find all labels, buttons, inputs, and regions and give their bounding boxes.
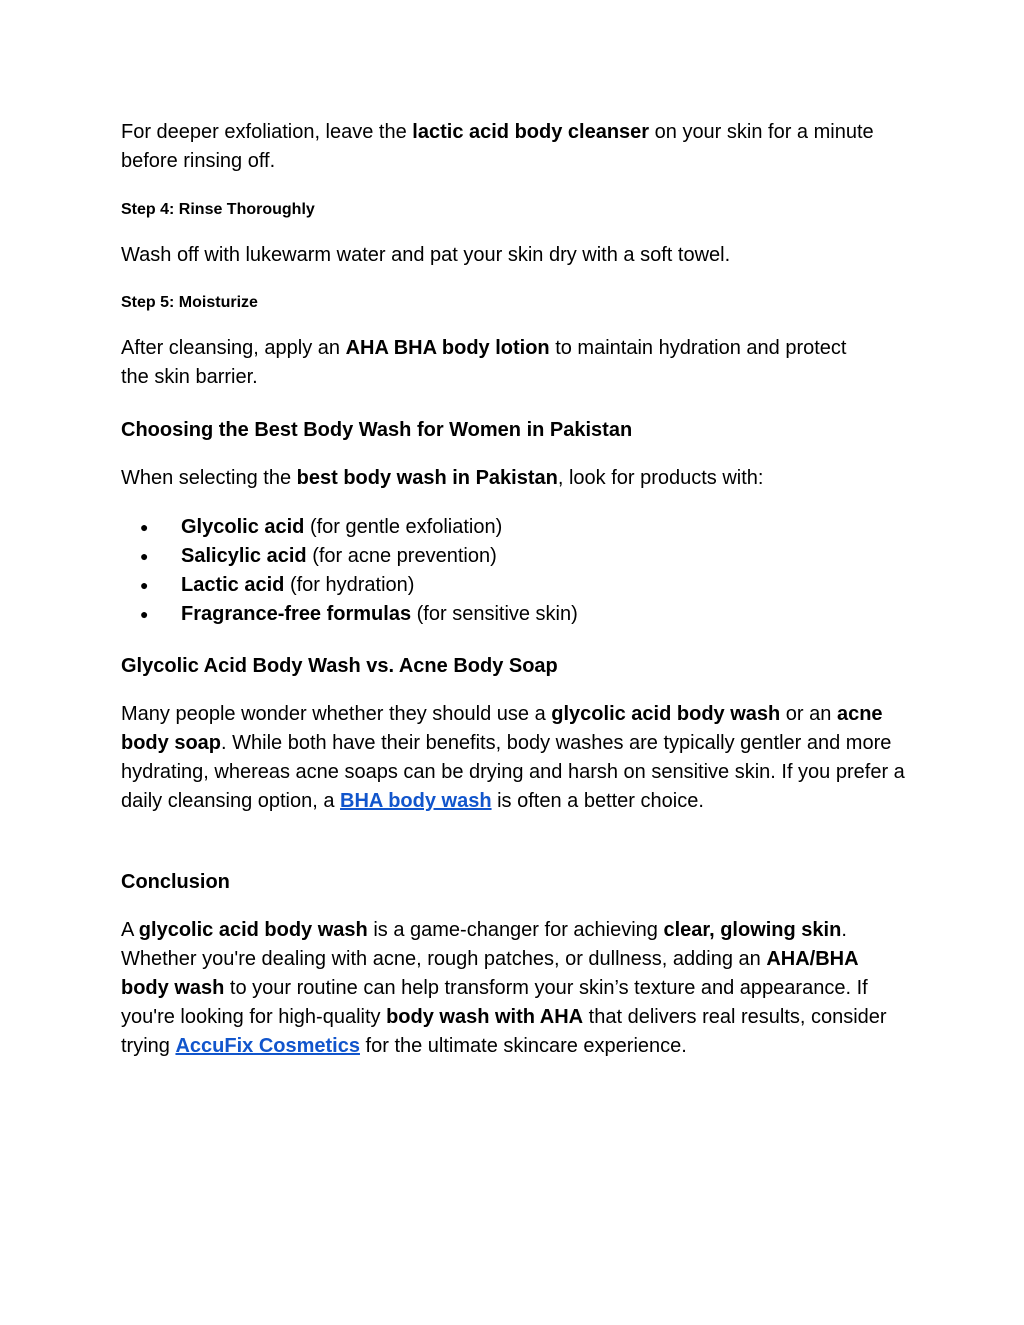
accufix-cosmetics-link[interactable]: AccuFix Cosmetics bbox=[175, 1035, 360, 1057]
bha-body-wash-link[interactable]: BHA body wash bbox=[340, 790, 492, 812]
list-item: ● Lactic acid (for hydration) bbox=[181, 571, 906, 600]
intro-bold: lactic acid body cleanser bbox=[412, 121, 650, 143]
bullet-icon: ● bbox=[140, 577, 149, 593]
list-item: ● Glycolic acid (for gentle exfoliation) bbox=[181, 513, 906, 542]
step4-heading: Step 4: Rinse Thoroughly bbox=[121, 201, 315, 218]
bullet-icon: ● bbox=[140, 606, 149, 622]
bullet-icon: ● bbox=[140, 519, 149, 535]
list-item: ● Salicylic acid (for acne prevention) bbox=[181, 542, 906, 571]
conclusion-paragraph: A glycolic acid body wash is a game-changer for achieving clear, glowing skin. Whether you're dealing with acne, rough patches, or dullness, adding an AHA/BHA body wash to your routine can help transform your skin’s texture and appearance. If you're looking for high-quality body wash with AHA that delivers real results, consider trying AccuFix Cosmetics for the ultimate skincare experience. bbox=[121, 919, 887, 1057]
ingredient-list bbox=[121, 513, 906, 629]
conclusion-heading: Conclusion bbox=[121, 871, 230, 893]
choosing-heading: Choosing the Best Body Wash for Women in Pakistan bbox=[121, 419, 633, 441]
versus-heading: Glycolic Acid Body Wash vs. Acne Body Soap bbox=[121, 655, 558, 677]
choosing-bold: best body wash in Pakistan bbox=[296, 467, 558, 489]
list-item: ● Fragrance-free formulas (for sensitive skin) bbox=[181, 600, 906, 629]
choosing-paragraph: When selecting the best body wash in Pakistan, look for products with: bbox=[121, 467, 764, 489]
bullet-icon: ● bbox=[140, 548, 149, 564]
step5-paragraph: After cleansing, apply an AHA BHA body lotion to maintain hydration and protect the skin barrier. bbox=[121, 337, 847, 388]
step5-heading: Step 5: Moisturize bbox=[121, 294, 258, 311]
intro-paragraph: For deeper exfoliation, leave the lactic acid body cleanser on your skin for a minute before rinsing off. bbox=[121, 121, 874, 172]
versus-paragraph: Many people wonder whether they should use a glycolic acid body wash or an acne body soap. While both have their benefits, body washes are typically gentler and more hydrating, whereas acne soaps can be drying and harsh on sensitive skin. If you prefer a daily cleansing option, a BHA body wash is often a better choice. bbox=[121, 703, 905, 812]
step4-paragraph: Wash off with lukewarm water and pat your skin dry with a soft towel. bbox=[121, 244, 731, 266]
step5-bold: AHA BHA body lotion bbox=[345, 337, 550, 359]
